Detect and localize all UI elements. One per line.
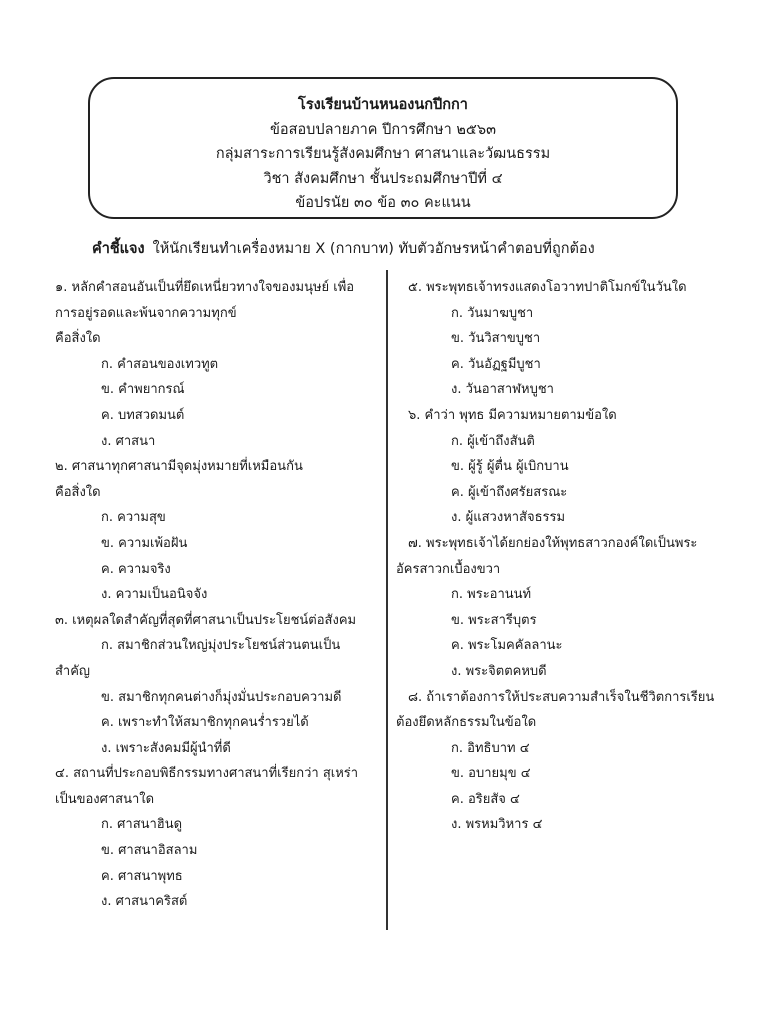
question-2-option-a[interactable]: ก. ความสุข bbox=[101, 510, 166, 526]
question-1-line-1: ๑. หลักคำสอนอันเป็นที่ยึดเหนี่ยวทางใจของมนุษย์ เพื่อ bbox=[55, 280, 355, 295]
question-7-line-2: อัครสาวกเบื้องขวา bbox=[396, 561, 501, 577]
question-8-line-2: ต้องยึดหลักธรรมในข้อใด bbox=[396, 715, 537, 731]
question-4-line-2: เป็นของศาสนาใด bbox=[55, 791, 155, 807]
question-4-line-1: ๔. สถานที่ประกอบพิธีกรรมทางศาสนาที่เรียกว่า สุเหร่า bbox=[55, 766, 359, 782]
question-3-option-a-cont: สำคัญ bbox=[55, 663, 91, 679]
left-column bbox=[55, 275, 373, 915]
instruction-text: ให้นักเรียนทำเครื่องหมาย X (กากบาท) ทับตัวอักษรหน้าคำตอบที่ถูกต้อง bbox=[152, 241, 595, 257]
question-3-option-b[interactable]: ข. สมาชิกทุกคนต่างก็มุ่งมั่นประกอบความดี bbox=[101, 689, 342, 705]
question-2-option-c[interactable]: ค. ความจริง bbox=[101, 561, 171, 577]
question-7-line-1: ๗. พระพุทธเจ้าได้ยกย่องให้พุทธสาวกองค์ใดเป็นพระ bbox=[408, 535, 698, 551]
question-5-option-d[interactable]: ง. วันอาสาฬหบูชา bbox=[451, 382, 554, 398]
question-8-line-1: ๘. ถ้าเราต้องการให้ประสบความสำเร็จในชีวิตการเรียน bbox=[408, 689, 715, 705]
question-1-option-b[interactable]: ข. คำพยากรณ์ bbox=[101, 382, 185, 398]
question-7-option-c[interactable]: ค. พระโมคคัลลานะ bbox=[451, 638, 563, 654]
exam-title: ข้อสอบปลายภาค ปีการศึกษา ๒๕๖๓ bbox=[270, 121, 496, 138]
question-6-line-1: ๖. คำว่า พุทธ มีความหมายตามข้อใด bbox=[408, 407, 617, 423]
school-name: โรงเรียนบ้านหนองนกปีกกา bbox=[298, 97, 468, 113]
question-5-option-b[interactable]: ข. วันวิสาขบูชา bbox=[451, 331, 541, 347]
question-1-option-c[interactable]: ค. บทสวดมนต์ bbox=[101, 407, 185, 423]
question-7-option-d[interactable]: ง. พระจิตตคหบดี bbox=[451, 663, 547, 679]
question-4-option-b[interactable]: ข. ศาสนาอิสลาม bbox=[101, 843, 198, 859]
question-8-option-d[interactable]: ง. พรหมวิหาร ๔ bbox=[451, 817, 543, 833]
question-4-option-d[interactable]: ง. ศาสนาคริสต์ bbox=[101, 894, 188, 910]
question-6-option-b[interactable]: ข. ผู้รู้ ผู้ตื่น ผู้เบิกบาน bbox=[451, 459, 569, 475]
question-3-line-1: ๓. เหตุผลใดสำคัญที่สุดที่ศาสนาเป็นประโยชน์ต่อสังคม bbox=[55, 612, 357, 628]
question-8-option-c[interactable]: ค. อริยสัจ ๔ bbox=[451, 791, 520, 807]
question-5-option-c[interactable]: ค. วันอัฏฐมีบูชา bbox=[451, 356, 541, 372]
question-2-option-b[interactable]: ข. ความเพ้อฝัน bbox=[101, 535, 188, 551]
question-7-option-a[interactable]: ก. พระอานนท์ bbox=[451, 587, 532, 603]
question-6-option-c[interactable]: ค. ผู้เข้าถึงศรัยสรณะ bbox=[451, 484, 568, 500]
question-3-option-c[interactable]: ค. เพราะทำให้สมาชิกทุกคนร่ำรวยได้ bbox=[101, 715, 309, 731]
column-divider bbox=[386, 270, 388, 930]
subject-grade: วิชา สังคมศึกษา ชั้นประถมศึกษาปีที่ ๔ bbox=[263, 170, 503, 187]
question-3-option-d[interactable]: ง. เพราะสังคมมีผู้นำที่ดี bbox=[101, 740, 231, 756]
subject-group: กลุ่มสาระการเรียนรู้สังคมศึกษา ศาสนาและวัฒนธรรม bbox=[215, 146, 551, 162]
item-count: ข้อปรนัย ๓๐ ข้อ ๓๐ คะแนน bbox=[295, 195, 471, 211]
question-7-option-b[interactable]: ข. พระสารีบุตร bbox=[451, 612, 537, 628]
question-6-option-d[interactable]: ง. ผู้แสวงหาสัจธรรม bbox=[451, 510, 566, 526]
right-column bbox=[396, 275, 726, 838]
question-5-option-a[interactable]: ก. วันมาฆบูชา bbox=[451, 305, 534, 321]
question-6-option-a[interactable]: ก. ผู้เข้าถึงสันติ bbox=[451, 433, 535, 449]
question-3-option-a[interactable]: ก. สมาชิกส่วนใหญ่มุ่งประโยชน์ส่วนตนเป็น bbox=[101, 638, 341, 654]
question-4-option-a[interactable]: ก. ศาสนาฮินดู bbox=[101, 817, 183, 833]
question-1-option-a[interactable]: ก. คำสอนของเทวทูต bbox=[101, 356, 219, 372]
question-1-option-d[interactable]: ง. ศาสนา bbox=[101, 433, 156, 449]
instruction-label: คำชี้แจง bbox=[92, 241, 145, 257]
question-2-line-2: คือสิ่งใด bbox=[55, 484, 101, 500]
question-1-line-3: คือสิ่งใด bbox=[55, 331, 101, 347]
question-2-option-d[interactable]: ง. ความเป็นอนิจจัง bbox=[101, 587, 208, 603]
instruction bbox=[92, 237, 595, 260]
question-8-option-b[interactable]: ข. อบายมุข ๔ bbox=[451, 766, 531, 782]
question-4-option-c[interactable]: ค. ศาสนาพุทธ bbox=[101, 868, 183, 884]
question-1-line-2: การอยู่รอดและพ้นจากความทุกข์ bbox=[55, 305, 237, 321]
question-5-line-1: ๕. พระพุทธเจ้าทรงแสดงโอวาทปาติโมกข์ในวันใด bbox=[408, 280, 687, 295]
exam-header-box bbox=[88, 77, 678, 219]
question-8-option-a[interactable]: ก. อิทธิบาท ๔ bbox=[451, 740, 530, 756]
question-2-line-1: ๒. ศาสนาทุกศาสนามีจุดมุ่งหมายที่เหมือนกัน bbox=[55, 459, 303, 475]
